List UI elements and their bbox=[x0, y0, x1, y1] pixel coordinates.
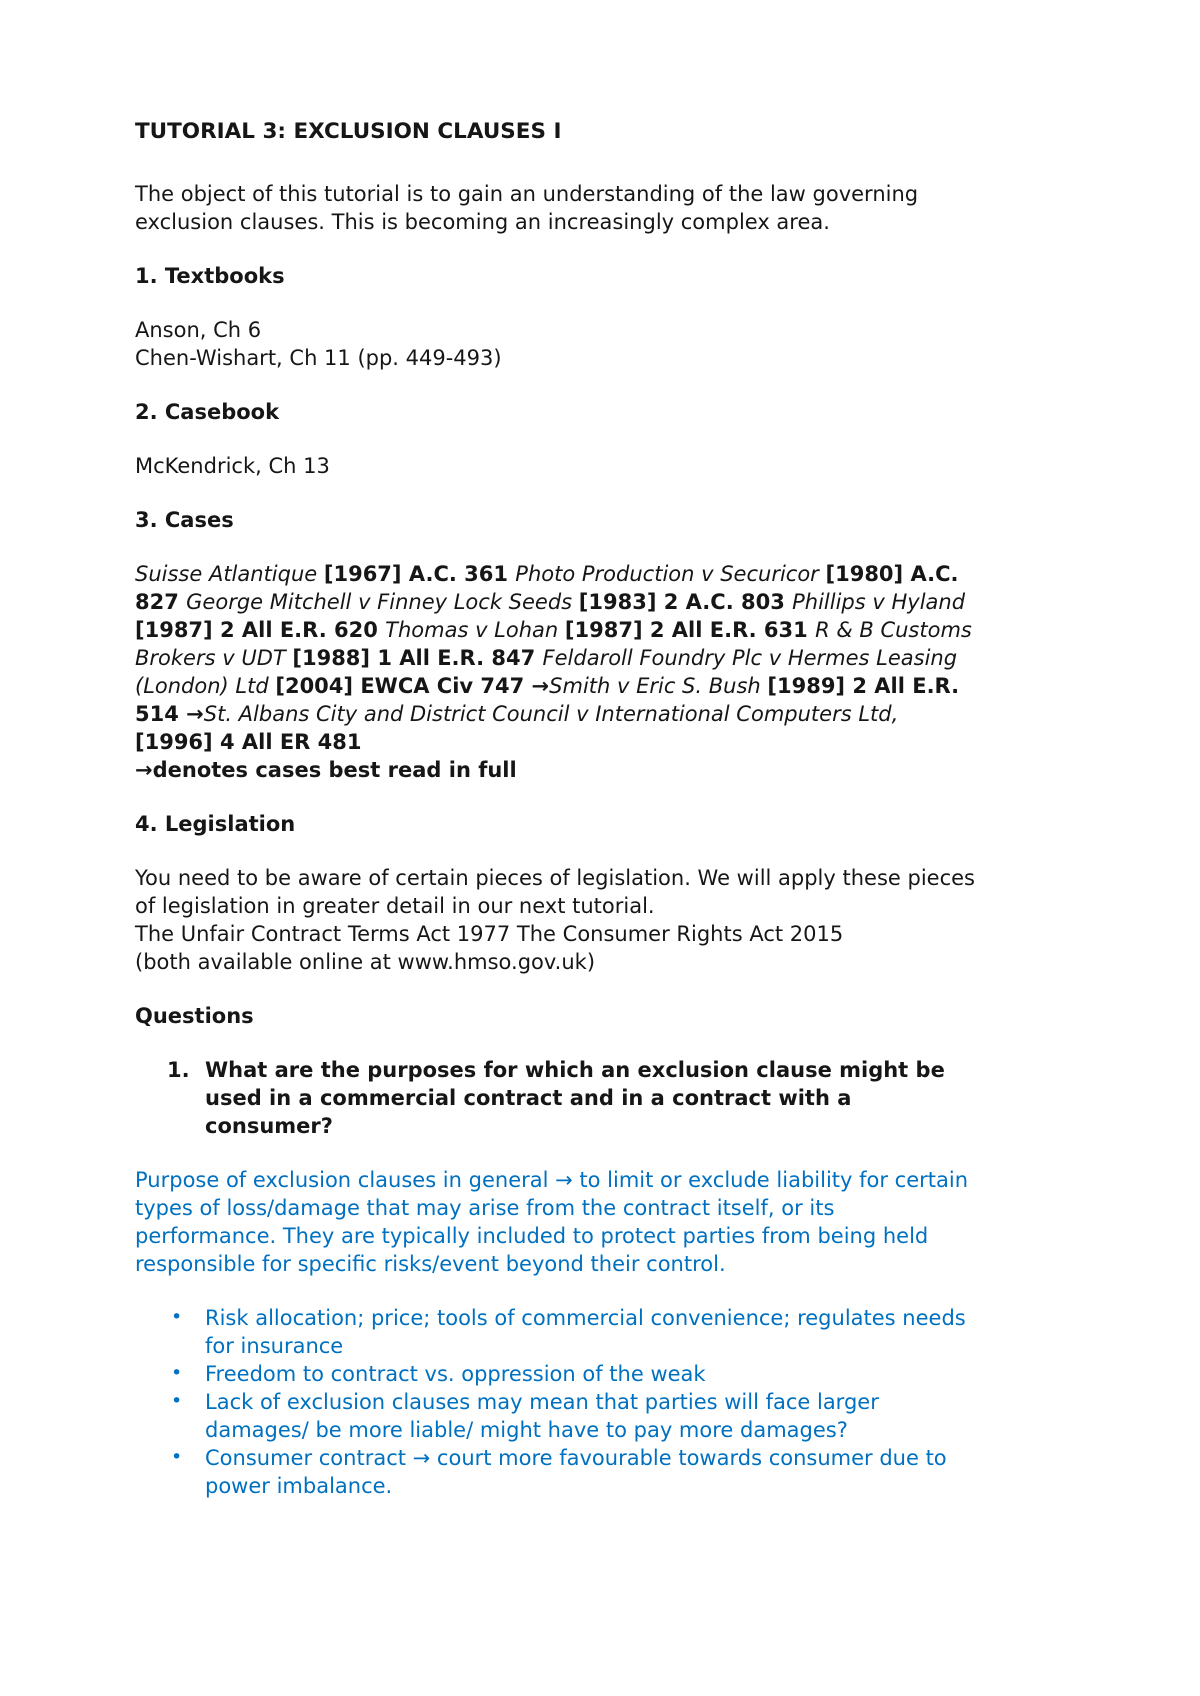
citation-run: →denotes cases best read in full bbox=[135, 758, 517, 782]
intro-paragraph: The object of this tutorial is to gain an understanding of the law governing exclusion clauses. This is becoming an increasingly complex area. bbox=[135, 182, 919, 234]
casebook-heading: 2. Casebook bbox=[135, 400, 280, 424]
citation-run: Photo Production v Securicor bbox=[515, 562, 826, 586]
textbook-line-1: Anson, Ch 6 bbox=[135, 318, 262, 342]
citation-run: [1987] 2 All E.R. 631 bbox=[564, 618, 816, 642]
question-number: 1. bbox=[167, 1058, 190, 1082]
cases-heading: 3. Cases bbox=[135, 508, 234, 532]
cases-citations bbox=[135, 560, 982, 784]
legislation-paragraph bbox=[135, 864, 982, 976]
citation-run: Thomas v Lohan bbox=[385, 618, 565, 642]
citation-run: Suisse Atlantique bbox=[135, 562, 324, 586]
questions-heading: Questions bbox=[135, 1004, 254, 1028]
citation-run: [1987] 2 All E.R. 620 bbox=[135, 618, 386, 642]
citation-run: St. Albans City and District Council v International Computers Ltd, bbox=[203, 702, 899, 726]
textbooks-list bbox=[135, 316, 982, 372]
legislation-line-3: (both available online at www.hmso.gov.uk) bbox=[135, 950, 596, 974]
citation-run: [1996] 4 All ER 481 bbox=[135, 730, 362, 754]
citation-run: [1988] 1 All E.R. 847 bbox=[292, 646, 543, 670]
legislation-heading: 4. Legislation bbox=[135, 812, 296, 836]
question-item-1 bbox=[135, 1056, 982, 1140]
casebook-line-1: McKendrick, Ch 13 bbox=[135, 454, 330, 478]
page-title: TUTORIAL 3: EXCLUSION CLAUSES I bbox=[135, 119, 562, 144]
question-text: What are the purposes for which an exclusion clause might be used in a commercial contract and in a contract with a consumer? bbox=[205, 1058, 945, 1138]
citation-run: Smith v Eric S. Bush bbox=[549, 674, 768, 698]
bullet-item-4: • Consumer contract → court more favourable towards consumer due to power imbalance. bbox=[205, 1444, 982, 1500]
citation-run: [1980] A.C. 827 bbox=[135, 562, 959, 614]
textbook-line-2: Chen-Wishart, Ch 11 (pp. 449-493) bbox=[135, 346, 502, 370]
citation-run: R & B Customs Brokers v UDT bbox=[135, 618, 972, 670]
bullet-item-3: • Lack of exclusion clauses may mean that parties will face larger damages/ be more liable/ might have to pay more damages? bbox=[205, 1388, 982, 1444]
legislation-line-1: You need to be aware of certain pieces of legislation. We will apply these pieces of legislation in greater detail in our next tutorial. bbox=[135, 866, 975, 918]
answer-paragraph: Purpose of exclusion clauses in general → to limit or exclude liability for certain types of loss/damage that may arise from the contract itself, or its performance. They are typically included to protect parties from being held responsible for specific risks/event beyond their control. bbox=[135, 1168, 969, 1276]
textbooks-heading: 1. Textbooks bbox=[135, 264, 285, 288]
citation-run: [1989] 2 All E.R. 514 → bbox=[135, 674, 960, 726]
answer-bullet-list bbox=[135, 1304, 982, 1500]
citation-run: [1967] A.C. 361 bbox=[323, 562, 516, 586]
citation-run: Phillips v Hyland bbox=[792, 590, 966, 614]
citation-run: [1983] 2 A.C. 803 bbox=[578, 590, 793, 614]
bullet-item-2: • Freedom to contract vs. oppression of the weak bbox=[205, 1360, 982, 1388]
casebook-list bbox=[135, 452, 982, 480]
citation-run: [2004] EWCA Civ 747 → bbox=[275, 674, 550, 698]
legislation-line-2: The Unfair Contract Terms Act 1977 The Consumer Rights Act 2015 bbox=[135, 922, 844, 946]
bullet-item-1: • Risk allocation; price; tools of commercial convenience; regulates needs for insurance bbox=[205, 1304, 982, 1360]
citation-run: George Mitchell v Finney Lock Seeds bbox=[186, 590, 579, 614]
citation-run: Feldaroll Foundry Plc v Hermes Leasing (London) Ltd bbox=[135, 646, 958, 698]
